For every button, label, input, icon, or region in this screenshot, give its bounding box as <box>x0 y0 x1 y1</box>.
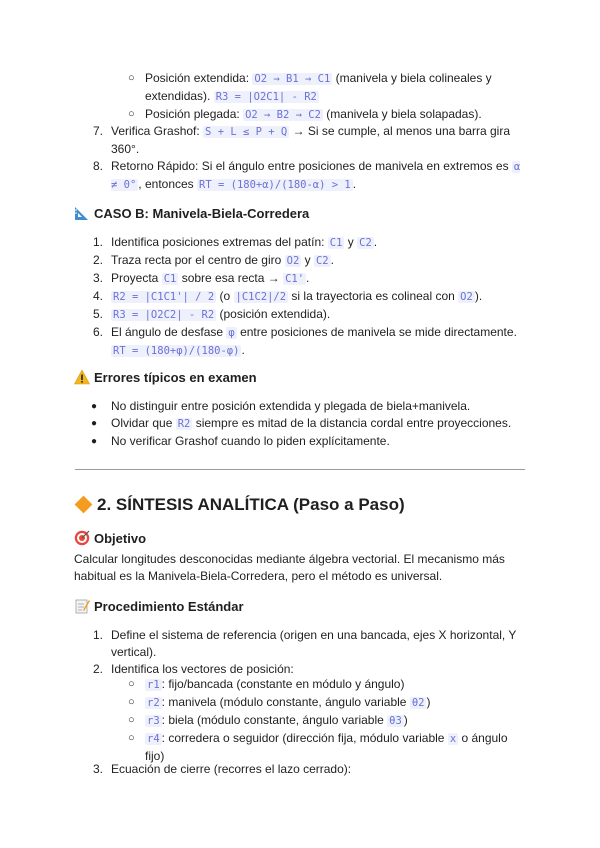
list-item: 3. Proyecta C1 sobre esa recta → C1' . <box>92 271 310 285</box>
objetivo-heading: Objetivo <box>74 530 526 548</box>
triangular-ruler-icon <box>74 205 90 221</box>
list-item: ○ Posición extendida: O2 → B1 → C1 (manivela y biela colineales y extendidas). R3 = |O2C1| - R2 <box>128 71 492 103</box>
section-divider <box>75 469 525 470</box>
top-numbered-list <box>74 123 526 194</box>
warning-icon <box>74 369 90 385</box>
list-item: 8. Retorno Rápido: Si el ángulo entre posiciones de manivela en extremos es α ≠ 0° , entonces RT = (180+α)/(180-α) > 1 . <box>92 159 521 191</box>
list-item: ● No verificar Grashof cuando lo piden explícitamente. <box>91 434 390 448</box>
memo-icon <box>74 598 90 614</box>
list-item: 1. Identifica posiciones extremas del patín: C1 y C2 . <box>92 235 378 249</box>
list-item: ○ r2 : manivela (módulo constante, ángulo variable θ2 ) <box>128 695 431 709</box>
list-item: 5. R3 = |O2C2| - R2 (posición extendida). <box>92 307 331 321</box>
sintesis-heading: 2. SÍNTESIS ANALÍTICA (Paso a Paso) <box>74 494 526 516</box>
list-item: ● No distinguir entre posición extendida y plegada de biela+manivela. <box>91 399 471 413</box>
list-item: 3. Ecuación de cierre (recorres el lazo cerrado): <box>92 762 352 776</box>
top-sub-list <box>74 70 526 124</box>
list-item: ○ Posición plegada: O2 → B2 → C2 (manivela y biela solapadas). <box>128 107 482 121</box>
caso-b-list <box>74 234 526 360</box>
list-item: 2. Traza recta por el centro de giro O2 y C2 . <box>92 253 334 267</box>
target-icon <box>74 530 90 546</box>
vectors-list <box>74 676 526 765</box>
caso-b-heading: CASO B: Manivela-Biela-Corredera <box>74 205 526 223</box>
list-item: ○ r3 : biela (módulo constante, ángulo variable θ3 ) <box>128 713 408 727</box>
list-item: 1. Define el sistema de referencia (origen en una bancada, ejes X horizontal, Y vertical). <box>92 628 517 659</box>
objetivo-text: Calcular longitudes desconocidas mediante álgebra vectorial. El mecanismo más habitual es la Manivela-Biela-Corredera, pero el método es universal. <box>74 552 505 583</box>
errores-list <box>74 398 526 450</box>
list-item: 6. El ángulo de desfase φ entre posiciones de manivela se mide directamente. RT = (180+φ)/(180-φ) . <box>92 325 517 357</box>
list-item: ● Olvidar que R2 siempre es mitad de la distancia cordal entre proyecciones. <box>91 416 512 430</box>
list-item: 2. Identifica los vectores de posición: <box>92 662 294 676</box>
list-item: 4. R2 = |C1C1'| / 2 (o |C1C2|/2 si la trayectoria es colineal con O2 ). <box>92 289 483 303</box>
list-item: 7. Verifica Grashof: S + L ≤ P + Q → Si se cumple, al menos una barra gira 360°. <box>92 124 511 156</box>
errores-heading: Errores típicos en examen <box>74 369 526 387</box>
procedimiento-list <box>74 627 526 678</box>
list-item: ○ r4 : corredera o seguidor (dirección fija, módulo variable x o ángulo fijo) <box>128 731 508 763</box>
orange-diamond-icon <box>74 495 93 514</box>
procedimiento-heading: Procedimiento Estándar <box>74 598 526 616</box>
list-item: ○ r1 : fijo/bancada (constante en módulo y ángulo) <box>128 677 405 691</box>
procedimiento-list-continued <box>74 761 526 778</box>
